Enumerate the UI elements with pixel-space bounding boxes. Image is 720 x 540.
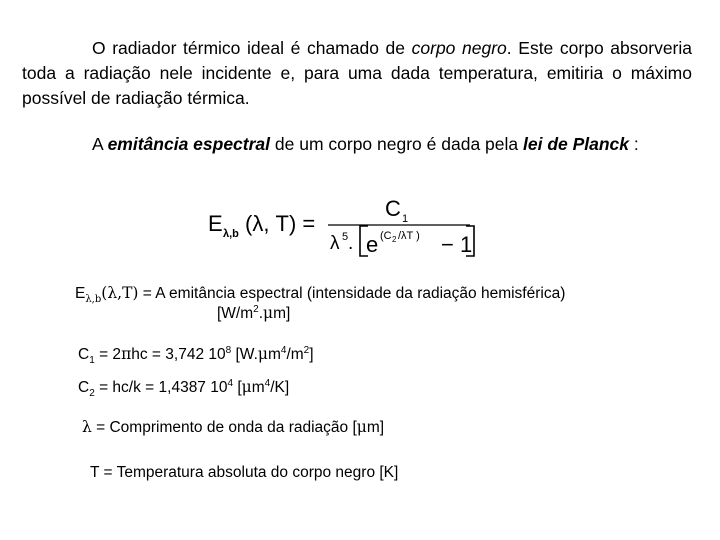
p1-text-before: O radiador térmico ideal é chamado de (92, 38, 412, 58)
def-c1-exp: 8 (225, 344, 232, 356)
formula-exponent-sub: 2 (392, 235, 397, 244)
def-c1-exp2: 4 (280, 344, 287, 356)
def-e-unit-mu: μ (263, 304, 274, 322)
def-lambda-text: = Comprimento de onda da radiação [ (91, 419, 357, 436)
planck-formula (208, 192, 488, 262)
def-c2-exp: 4 (227, 377, 234, 389)
def-c2-a: = hc/k = 1,4387 10 (94, 379, 228, 396)
def-c2-sub: 2 (89, 388, 95, 400)
def-lambda-mu: μ (356, 418, 367, 436)
definition-lambda (82, 417, 384, 438)
p2-emph-spectral-emittance: emitância espectral (107, 134, 271, 154)
definition-c2 (78, 377, 289, 398)
def-e-unit-b: . (258, 305, 264, 322)
formula-lambda-exponent: 5 (342, 231, 349, 243)
def-e-symbol: E (75, 285, 86, 302)
formula-dot: . (348, 233, 354, 254)
formula-minus-one: − 1 (441, 232, 473, 257)
def-c1-symbol: C (78, 346, 90, 363)
formula-exponent-rest: /λT ) (398, 230, 420, 242)
definition-c1 (78, 344, 314, 365)
p2-text-before: A (92, 134, 108, 154)
def-c1-pi: π (121, 345, 132, 363)
p2-text-after: : (629, 134, 639, 154)
def-c2-mu: μ (241, 378, 252, 396)
def-c1-c: [W. (231, 346, 258, 363)
def-e-unit-sup: 2 (253, 303, 259, 315)
def-c1-f: ] (309, 346, 314, 363)
formula-lambda: λ (330, 233, 340, 254)
def-lambda-end: m] (366, 419, 385, 436)
def-e-args: (λ,T) (101, 284, 139, 302)
formula-numerator-sub: 1 (402, 213, 409, 225)
formula-lhs-E: E (208, 211, 223, 236)
formula-exponent-open: (C (380, 230, 392, 242)
def-c2-d: /K] (270, 379, 290, 396)
p2-text-middle: de um corpo negro é dada pela (270, 134, 523, 154)
def-c1-exp3: 2 (303, 344, 310, 356)
definition-emittance-unit (217, 303, 290, 324)
def-c2-exp2: 4 (264, 377, 271, 389)
def-t-text: T = Temperatura absoluta do corpo negro [K] (90, 464, 399, 481)
p1-text-after: . Este corpo absorveria toda a radiação nele incidente e, para uma dada temperatura, emitiria o máximo possível de radiação térmica. (22, 38, 692, 108)
p1-italic-term: corpo negro (411, 38, 507, 58)
def-c1-a: = 2 (94, 346, 122, 363)
def-c1-mu: μ (257, 345, 268, 363)
def-e-text: = A emitância espectral (intensidade da radiação hemisférica) (138, 285, 566, 302)
def-c1-d: m (267, 346, 281, 363)
def-c1-sub: 1 (89, 355, 95, 367)
planck-formula-graphic (208, 192, 488, 262)
def-c1-e: /m (286, 346, 304, 363)
def-c1-b: hc = 3,742 10 (131, 346, 226, 363)
formula-lhs-args: (λ, T) = (245, 211, 316, 236)
def-c2-symbol: C (78, 379, 90, 396)
def-e-unit-c: m] (273, 305, 291, 322)
formula-lhs-subscript: λ,b (223, 228, 239, 240)
paragraph-black-body (22, 36, 692, 111)
def-e-subscript: λ,b (85, 294, 102, 306)
formula-e: e (366, 232, 379, 257)
formula-numerator: C (385, 196, 401, 221)
def-e-unit-a: [W/m (217, 305, 254, 322)
definition-temperature (90, 463, 398, 483)
p2-emph-planck-law: lei de Planck (523, 134, 630, 154)
def-c2-b: [ (233, 379, 242, 396)
paragraph-planck-intro (22, 132, 692, 157)
definition-emittance (75, 283, 565, 304)
def-c2-c: m (251, 379, 265, 396)
def-lambda-symbol: λ (82, 418, 92, 436)
